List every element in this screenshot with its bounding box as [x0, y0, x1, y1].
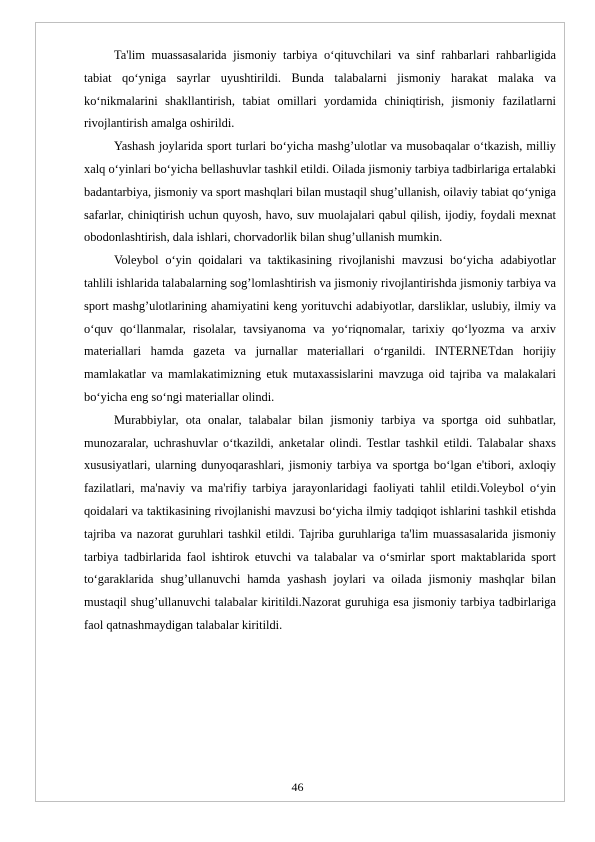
paragraph: Voleybol o‘yin qoidalari va taktikasining rivojlanishi mavzusi bo‘yicha adabiyotlar tahlili ishlarida talabalarning sog’lomlashtirish va jismoniy rivojlantirishda jismoniy tarbiya va sport mashg’ulotlarining ahamiyatini keng yorituvchi adabiyotlar, darsliklar, uslubiy, ilmiy va o‘quv qo‘llanmalar, risolalar, tavsiyanoma va yo‘riqnomalar, tarixiy qo‘lyozma va arxiv materiallari hamda gazeta va jurnallar materiallari o‘rganildi. INTERNETdan horijiy mamlakatlar va mamlakatimizning etuk mutaxassislarini mavzuga oid tajriba va malakalari bo‘yicha eng so‘ngi materiallar olindi.	[84, 253, 556, 404]
paragraph: Ta'lim muassasalarida jismoniy tarbiya o‘qituvchilari va sinf rahbarlari rahbarligida tabiat qo‘yniga sayrlar uyushtirildi. Bunda talabalarni jismoniy harakat malaka va ko‘nikmalarini shakllantirish, tabiat omillari yordamida chiniqtirish, jismoniy fazilatlarni rivojlantirish amalga oshirildi.	[84, 48, 556, 131]
paragraph: Yashash joylarida sport turlari bo‘yicha mashg’ulotlar va musobaqalar o‘tkazish, milliy xalq o‘yinlari bo‘yicha bellashuvlar tashkil etildi. Oilada jismoniy tarbiya tadbirlariga ertalabki badantarbiya, jismoniy va sport mashqlari bilan mustaqil shug’ullanish, oilaviy tabiat qo‘yniga safarlar, chiniqtirish uchun quyosh, havo, suv muolajalari qabul qilish, ijodiy, foydali mexnat obodonlashtirish, dala ishlari, chorvadorlik bilan shug’ullanish mumkin.	[84, 139, 556, 245]
page-number: 46	[291, 780, 304, 794]
paragraph: Murabbiylar, ota onalar, talabalar bilan jismoniy tarbiya va sportga oid suhbatlar, munozaralar, uchrashuvlar o‘tkazildi, anketalar olindi. Testlar tashkil etildi. Talabalar shaxs xususiyatlari, ularning dunyoqarashlari, jismoniy tarbiya va sportga bo‘lgan e'tibori, axloqiy fazilatlari, ma'naviy va ma'rifiy tarbiya jarayonlaridagi faoliyati tahlil etildi.Voleybol o‘yin qoidalari va taktikasining rivojlanishi mavzusi bo‘yicha ilmiy tadqiqot ishlarini tashkil etishda tajriba va nazorat guruhlari tashkil etildi. Tajriba guruhlariga ta'lim muassasalarida jismoniy tarbiya tadbirlarida faol ishtirok etuvchi va talabalar va o‘smirlar sport maktablarida sport to‘garaklarida shug’ullanuvchi hamda yashash joylari va oilada jismoniy mashqlar bilan mustaqil shug’ullanuvchi talabalar kiritildi.Nazorat guruhiga esa jismoniy tarbiya tadbirlariga faol qatnashmaydigan talabalar kiritildi.	[84, 412, 556, 632]
document-body	[84, 44, 556, 637]
